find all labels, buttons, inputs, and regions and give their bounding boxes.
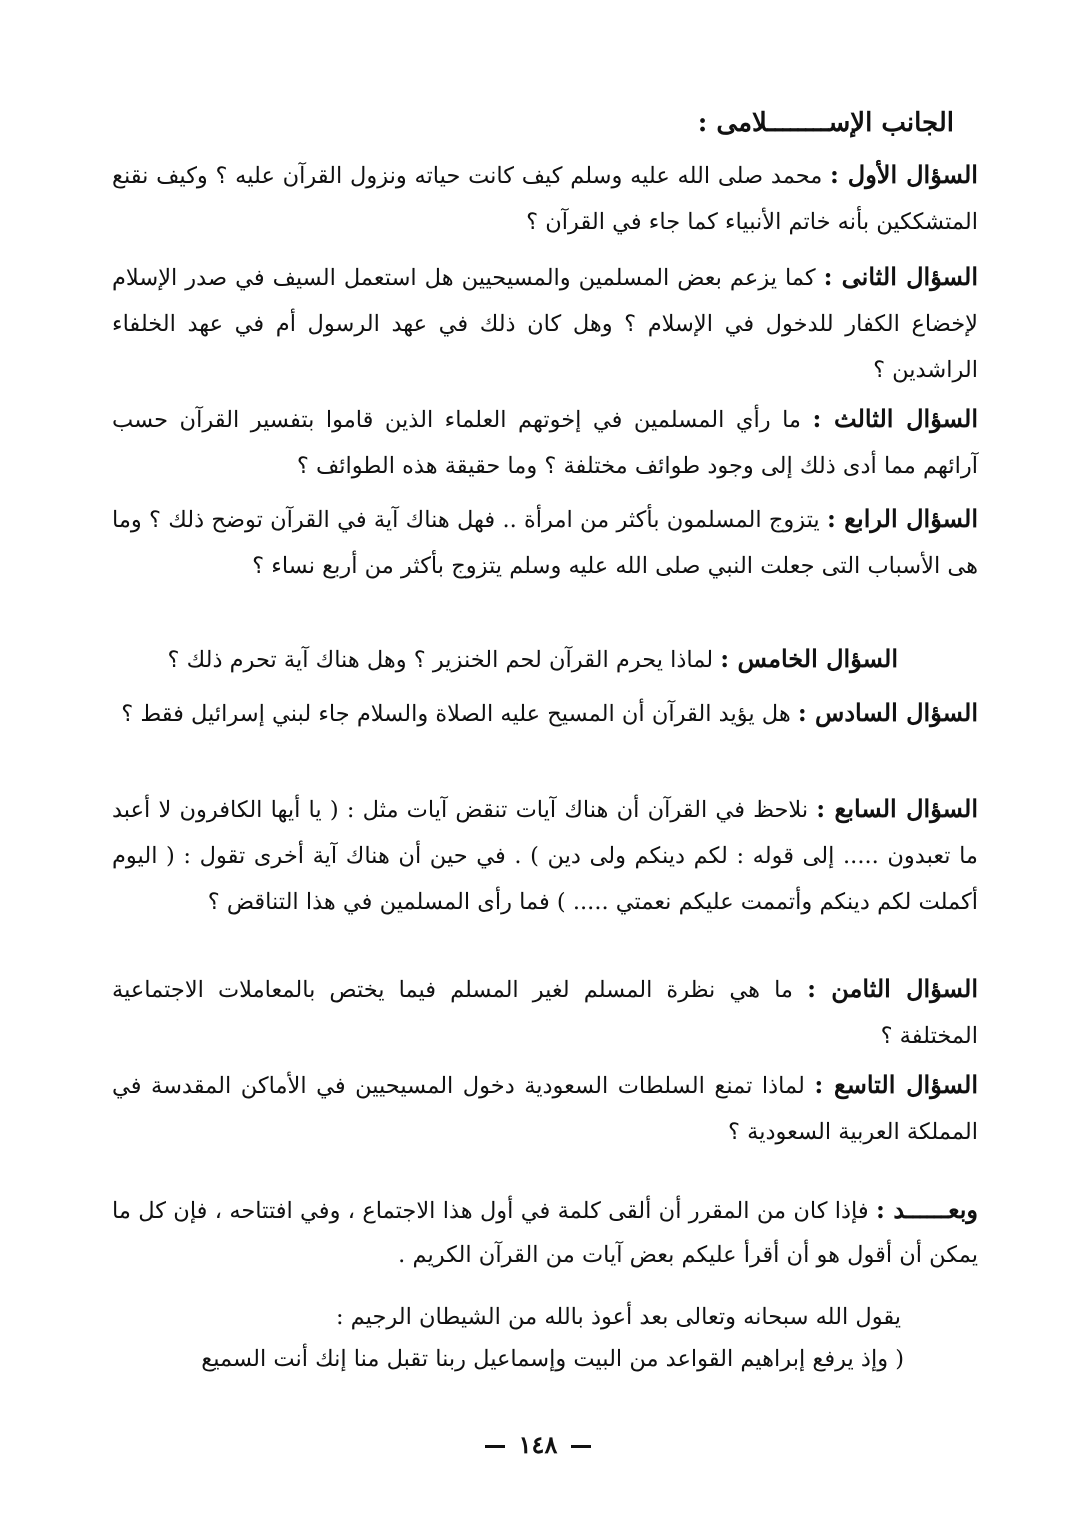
section-heading: الجانب الإســــــــلامى : bbox=[697, 108, 954, 138]
question-9-text: لماذا تمنع السلطات السعودية دخول المسيحيين في الأماكن المقدسة في المملكة العربية السعودية ؟ bbox=[112, 1073, 978, 1145]
question-7 bbox=[112, 786, 978, 925]
question-3-text: ما رأي المسلمين في إخوتهم العلماء الذين قاموا بتفسير القرآن حسب آرائهم مما أدى ذلك إلى وجود طوائف مختلفة ؟ وما حقيقة هذه الطوائف ؟ bbox=[112, 407, 978, 479]
question-1-text: محمد صلى الله عليه وسلم كيف كانت حياته ونزول القرآن عليه ؟ وكيف نقنع المتشككين بأنه خاتم الأنبياء كما جاء في القرآن ؟ bbox=[112, 163, 978, 235]
question-1 bbox=[112, 152, 978, 245]
question-4-label: السؤال الرابع : bbox=[826, 504, 978, 533]
question-2-label: السؤال الثانى : bbox=[823, 262, 979, 291]
verse-text: ( وإذ يرفع إبراهيم القواعد من البيت وإسماعيل ربنا تقبل منا إنك أنت السميع bbox=[201, 1346, 904, 1372]
question-5 bbox=[112, 636, 898, 683]
closing-paragraph bbox=[112, 1188, 978, 1277]
footer-dash-right bbox=[571, 1445, 591, 1448]
question-3 bbox=[112, 396, 978, 489]
closing-text: فإذا كان من المقرر أن ألقى كلمة في أول هذا الاجتماع ، وفي افتتاحه ، فإن كل ما يمكن أن أقول هو أن أقرأ عليكم بعض آيات من القرآن الكريم . bbox=[112, 1198, 978, 1268]
page-number: ١٤٨ bbox=[518, 1430, 558, 1459]
question-6-label: السؤال السادس : bbox=[797, 698, 978, 727]
question-9-label: السؤال التاسع : bbox=[814, 1070, 978, 1099]
question-6-text: هل يؤيد القرآن أن المسيح عليه الصلاة والسلام جاء لبني إسرائيل فقط ؟ bbox=[121, 701, 791, 727]
closing-label: وبعــــــد : bbox=[875, 1195, 978, 1224]
question-2-text: كما يزعم بعض المسلمين والمسيحيين هل استعمل السيف في صدر الإسلام لإخضاع الكفار للدخول في الإسلام ؟ وهل كان ذلك في عهد الرسول أم في عهد الخلفاء الراشدين ؟ bbox=[112, 265, 978, 383]
question-5-label: السؤال الخامس : bbox=[720, 644, 898, 673]
question-6 bbox=[112, 690, 978, 737]
question-3-label: السؤال الثالث : bbox=[812, 404, 979, 433]
question-5-text: لماذا يحرم القرآن لحم الخنزير ؟ وهل هناك آية تحرم ذلك ؟ bbox=[167, 647, 714, 673]
question-1-label: السؤال الأول : bbox=[830, 160, 978, 189]
verse-intro: يقول الله سبحانه وتعالى بعد أعوذ بالله من الشيطان الرجيم : bbox=[335, 1304, 901, 1330]
question-2 bbox=[112, 254, 978, 393]
question-7-text: نلاحظ في القرآن أن هناك آيات تنقض آيات مثل : ( يا أيها الكافرون لا أعبد ما تعبدون ..... إلى قوله : لكم دينكم ولى دين ) . في حين أن هناك آية أخرى تقول : ( اليوم أكملت لكم دينكم وأتممت عليكم نعمتي ..... ) فما رأى المسلمين في هذا التناقض ؟ bbox=[112, 797, 978, 915]
footer-dash-left bbox=[485, 1445, 505, 1448]
question-8 bbox=[112, 966, 978, 1059]
page-footer bbox=[0, 1430, 1076, 1459]
question-9 bbox=[112, 1062, 978, 1155]
question-8-label: السؤال الثامن : bbox=[807, 974, 979, 1003]
question-4 bbox=[112, 496, 978, 589]
question-7-label: السؤال السابع : bbox=[816, 794, 978, 823]
question-8-text: ما هي نظرة المسلم لغير المسلم فيما يختص بالمعاملات الاجتماعية المختلفة ؟ bbox=[112, 977, 978, 1049]
question-4-text: يتزوج المسلمون بأكثر من امرأة .. فهل هناك آية في القرآن توضح ذلك ؟ وما هى الأسباب التى جعلت النبي صلى الله عليه وسلم يتزوج بأكثر من أربع نساء ؟ bbox=[112, 507, 978, 579]
